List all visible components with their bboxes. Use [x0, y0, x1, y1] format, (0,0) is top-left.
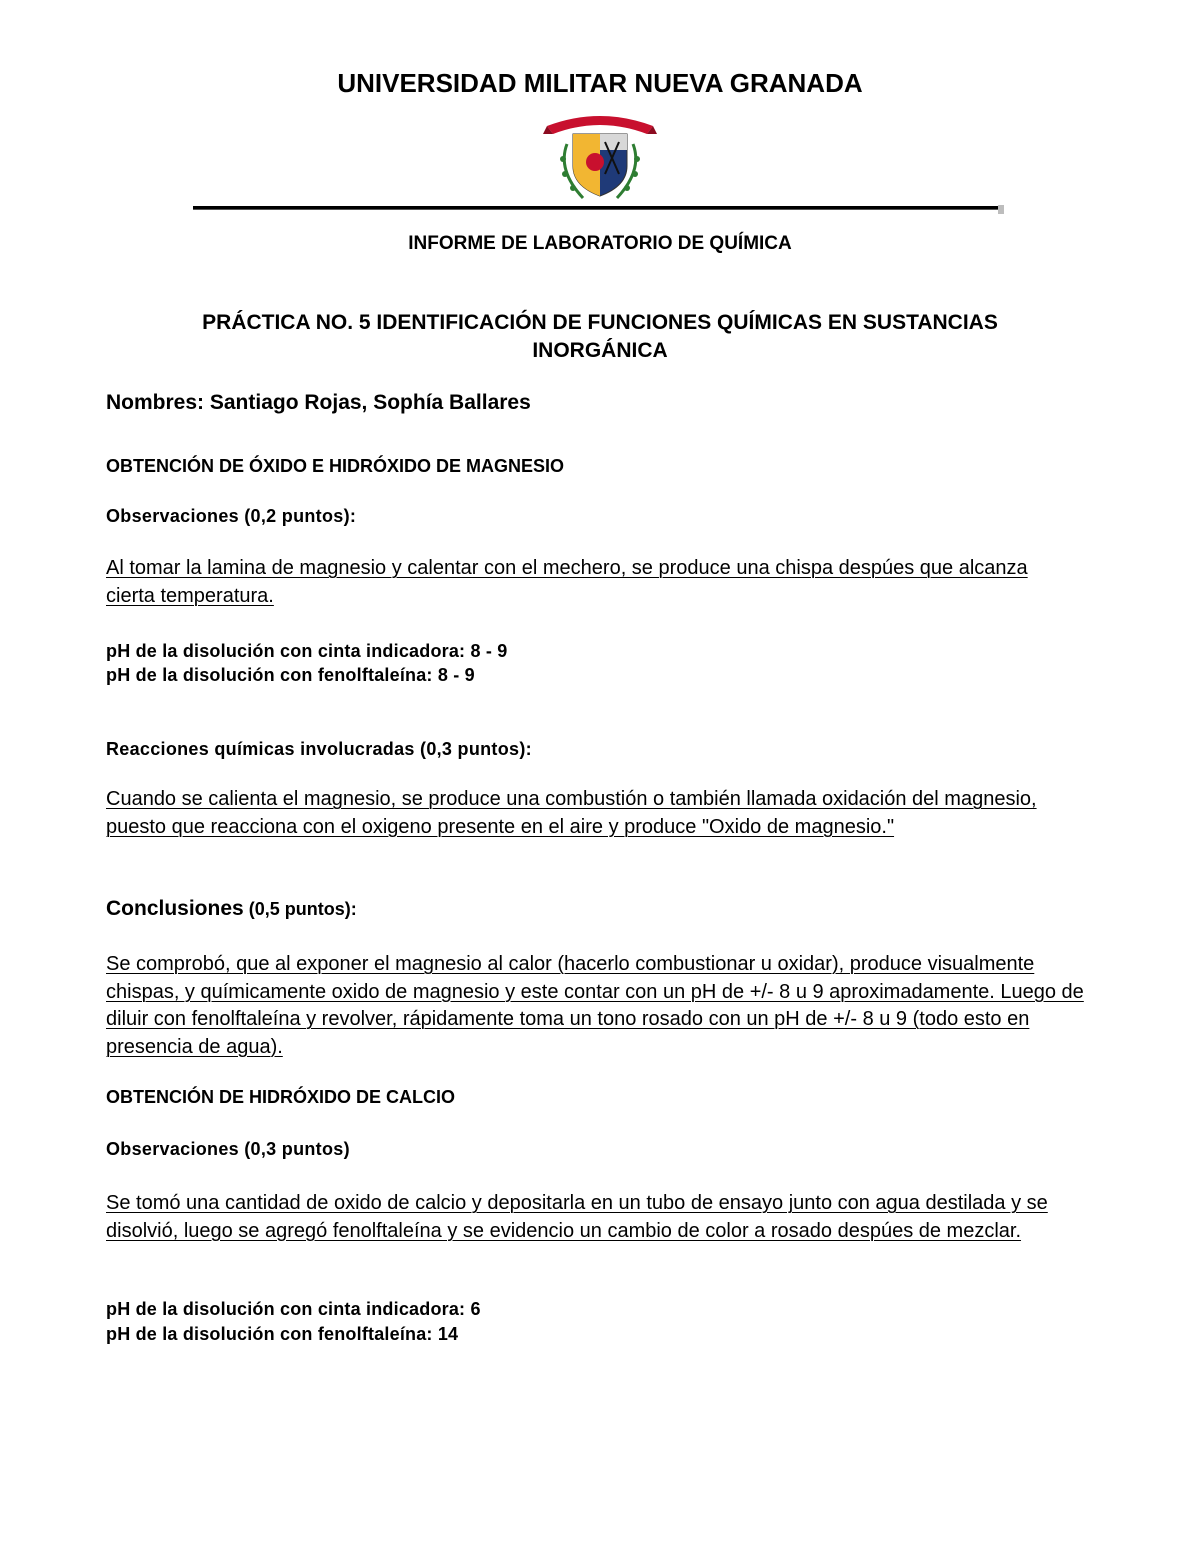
university-crest-icon: [543, 104, 657, 204]
student-names: Nombres: Santiago Rojas, Sophía Ballares: [106, 391, 531, 414]
section1-observations-text: Al tomar la lamina de magnesio y calentar con el mechero, se produce una chispa despúes que alcanza cierta temperatura.: [106, 557, 1028, 607]
section2-observations-text: Se tomó una cantidad de oxido de calcio y depositarla en un tubo de ensayo junto con agua destilada y se disolvió, luego se agregó fenolftaleína y se evidencio un cambio de color a rosado despúes de mezclar.: [106, 1192, 1048, 1242]
section1-conclusions-label: [106, 897, 1096, 921]
section1-reactions-label: Reacciones químicas involucradas (0,3 puntos):: [106, 739, 532, 759]
section1-ph-strip: pH de la disolución con cinta indicadora: 8 - 9: [106, 641, 508, 661]
university-name: UNIVERSIDAD MILITAR NUEVA GRANADA: [337, 68, 863, 98]
practice-title: [130, 309, 1070, 365]
section1-conclusions-text: Se comprobó, que al exponer el magnesio al calor (hacerlo combustionar u oxidar), produce visualmente chispas, y químicamente oxido de magnesio y este contar con un pH de +/- 8 u 9 aproximadamente. Luego de diluir con fenolftaleína y revolver, rápidamente toma un tono rosado con un pH de +/- 8 u 9 (todo esto en presencia de agua).: [106, 953, 1084, 1058]
header-divider: [193, 206, 999, 210]
practice-title-line2: INORGÁNICA: [532, 339, 668, 362]
practice-title-line1: PRÁCTICA NO. 5 IDENTIFICACIÓN DE FUNCIONES QUÍMICAS EN SUSTANCIAS: [202, 311, 998, 334]
section2-heading: OBTENCIÓN DE HIDRÓXIDO DE CALCIO: [106, 1087, 456, 1107]
conclusions-points: (0,5 puntos):: [243, 899, 357, 919]
section2-ph-strip: pH de la disolución con cinta indicadora: 6: [106, 1299, 481, 1319]
conclusions-word: Conclusiones: [106, 897, 244, 920]
header-divider-end: [998, 205, 1004, 214]
section1-heading: OBTENCIÓN DE ÓXIDO E HIDRÓXIDO DE MAGNESIO: [106, 456, 565, 476]
section2-ph-phenol: pH de la disolución con fenolftaleína: 14: [106, 1324, 459, 1344]
section1-ph-phenol: pH de la disolución con fenolftaleína: 8 - 9: [106, 665, 475, 685]
section2-observations-label: Observaciones (0,3 puntos): [106, 1139, 350, 1159]
report-type: INFORME DE LABORATORIO DE QUÍMICA: [408, 233, 792, 254]
section1-reactions-text: Cuando se calienta el magnesio, se produce una combustión o también llamada oxidación del magnesio, puesto que reacciona con el oxigeno presente en el aire y produce "Oxido de magnesio.": [106, 788, 1037, 838]
section1-observations-label: Observaciones (0,2 puntos):: [106, 506, 357, 526]
